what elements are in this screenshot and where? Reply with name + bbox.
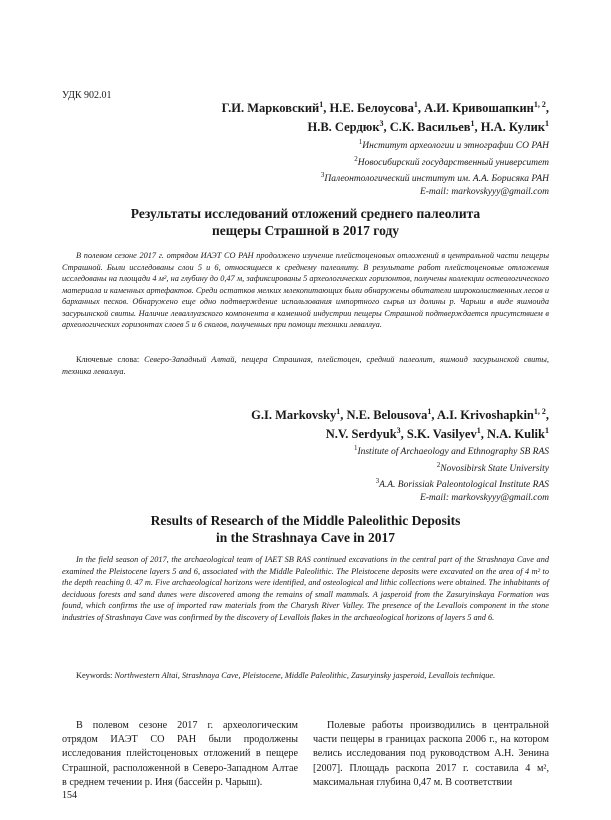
affiliation [354, 475, 549, 492]
author-name: Н.А. Кулик [480, 120, 545, 135]
en-authors-line1: G.I. Markovsky$^1$, N.E. Belousova$^1$, A.I. Krivoshapkin$^{1, 2}$, [251, 407, 549, 423]
author-affiliation-mark: 1, 2 [533, 100, 546, 109]
author-affiliation-mark: 1, 2 [533, 407, 546, 416]
en-affiliations [354, 442, 549, 504]
author-name: G.I. Markovsky [251, 408, 337, 423]
ru-affiliation-list [321, 136, 549, 186]
author-name: N.V. Serdyuk [325, 427, 397, 442]
affiliation-text: Novosibirsk State University [440, 463, 549, 474]
en-keywords [62, 670, 549, 682]
author-affiliation-mark: 1 [545, 119, 549, 129]
affiliation-text: Институт археологии и этнографии СО РАН [362, 141, 549, 152]
ru-email: E-mail: markovskyyy@gmail.com [419, 186, 549, 197]
affiliation-mark: 3 [375, 477, 380, 486]
affiliation-mark: 2 [354, 154, 358, 163]
author-affiliation-mark: 1 [413, 100, 418, 109]
author-name: N.E. Belousova [346, 408, 428, 423]
ru-abstract [62, 250, 549, 331]
ru-abstract-text: В полевом сезоне 2017 г. отрядом ИАЭТ СО РАН продолжено изучение плейстоценовых отложений в центральной части пещеры Страшной. Были исследованы слои 5 и 6, относящиеся к среднему палеолиту. В результате работ плейстоценовые отложения исследованы на площади 4 м², на глубину до 0,47 м, зафиксированы 5 археологических горизонтов, получены коллекции остеологического материала и каменных артефактов. Среди остатков мелких млекопитающих были обнаружены обитатели широколиственных лесов и барханных песков. Обнаружено еще одно подтверждение использования импортного сырья из долины р. Чарыш в виде яшмоида засурьинской свиты. Наличие леваллуазского компонента в каменной индустрии пещеры Страшной подтверждается присутствием в археологических горизонтах слоев 5 и 6 сколов, полученных при помощи техники леваллуа. [62, 251, 549, 329]
author-name: Н.Е. Белоусова [329, 101, 414, 116]
affiliation-mark: 1 [353, 444, 358, 452]
affiliation [321, 169, 549, 186]
author-affiliation-mark: 1 [319, 100, 324, 109]
author-affiliation-mark: 1 [545, 426, 549, 436]
en-title-line1: Results of Research of the Middle Paleolithic Deposits [150, 513, 461, 528]
author-affiliation-mark: 1 [336, 407, 341, 416]
author-name: N.A. Kulik [486, 427, 545, 442]
en-affiliation-list [354, 442, 549, 492]
ru-title-line1: Результаты исследований отложений среднего палеолита [130, 206, 481, 221]
ru-affiliations [321, 136, 549, 198]
affiliation-mark: 2 [436, 460, 441, 469]
author-affiliation-mark: 1 [476, 426, 481, 436]
author-name: S.K. Vasilyev [406, 427, 477, 442]
author-name: Г.И. Марковский [221, 101, 320, 116]
ru-authors [222, 97, 549, 135]
author-name: Н.В. Сердюк [307, 120, 380, 135]
en-abstract [62, 554, 549, 623]
en-email: E-mail: markovskyyy@gmail.com [419, 492, 549, 503]
ru-title-line2: пещеры Страшной в 2017 году [211, 223, 400, 238]
affiliation [321, 136, 549, 153]
en-title-line2: in the Strashnaya Cave in 2017 [216, 530, 395, 545]
ru-title [62, 205, 549, 239]
author-name: А.И. Кривошапкин [424, 101, 534, 116]
body-right-text: Полевые работы производились в центральной части пещеры в границах раскопа 2006 г., на котором велись исследования под руководством А.Н. Зенина [2007]. Площадь раскопа 2017 г. составила 4 м², максимальная глубина 0,47 м. В соответствии [313, 720, 549, 788]
affiliation-mark: 3 [320, 171, 325, 180]
affiliation-text: Institute of Archaeology and Ethnography SB RAS [357, 447, 549, 458]
udk-code: УДК 902.01 [62, 90, 112, 101]
body-left-text: В полевом сезоне 2017 г. археологическим отрядом ИАЭТ СО РАН были продолжены исследования плейстоценовых отложений в пещере Страшной, расположенной в Северо-Западном Алтае в среднем течении р. Иня (бассейн р. Чарыш). [62, 720, 298, 788]
en-keywords-text: Northwestern Altai, Strashnaya Cave, Pleistocene, Middle Paleolithic, Zasuryinsky jasperoid, Levallois technique. [114, 671, 496, 680]
page-number: 154 [62, 790, 77, 801]
author-affiliation-mark: 3 [379, 119, 384, 129]
affiliation-text: Новосибирский государственный университет [357, 157, 549, 168]
ru-authors-line2: Н.В. Сердюк$^3$, С.К. Васильев$^1$, Н.А. Кулик$^1$ [307, 119, 549, 135]
affiliation-mark: 1 [358, 138, 363, 146]
en-authors [251, 404, 549, 442]
ru-authors-line1: Г.И. Марковский$^1$, Н.Е. Белоусова$^1$, А.И. Кривошапкин$^{1, 2}$, [221, 100, 549, 116]
affiliation [354, 442, 549, 459]
author-affiliation-mark: 1 [427, 407, 432, 416]
ru-keywords [62, 354, 549, 377]
author-affiliation-mark: 1 [470, 119, 475, 129]
affiliation-text: Палеонтологический институт им. А.А. Борисяка РАН [324, 174, 549, 185]
ru-keywords-text: Северо-Западный Алтай, пещера Страшная, плейстоцен, средний палеолит, яшмоид засурьинской свиты, техника леваллуа. [62, 355, 549, 376]
body-column-right [313, 719, 549, 790]
author-name: С.К. Васильев [389, 120, 471, 135]
affiliation-text: A.A. Borissiak Paleontological Institute RAS [379, 480, 549, 491]
affiliation [354, 459, 549, 476]
en-authors-line2: N.V. Serdyuk$^3$, S.K. Vasilyev$^1$, N.A. Kulik$^1$ [325, 426, 549, 442]
ru-keywords-label: Ключевые слова: [76, 355, 140, 364]
author-affiliation-mark: 3 [396, 426, 401, 436]
en-keywords-label: Keywords: [76, 671, 113, 680]
en-title [62, 512, 549, 546]
affiliation [321, 153, 549, 170]
en-abstract-text: In the field season of 2017, the archaeological team of IAET SB RAS continued excavations in the central part of the Strashnaya Cave and examined the Pleistocene layers 5 and 6, associated with the Middle Paleolithic. The Pleistocene deposits were excavated on the area of 4 m² to the depth reaching 0. 47 m. Five archaeological horizons were identified, and osteological and lithic collections were obtained. The inhabitants of deciduous forests and sand dunes were discovered among the remains of small mammals. A jasperoid from the Zasuryinskaya Formation was found, which confirms the use of imported raw materials from the Charysh River Valley. The presence of the Levallois component in the stone industries of Strashnaya Cave was confirmed by the discovery of Levallois flakes in the archaeological horizons of layers 5 and 6. [62, 555, 549, 622]
body-column-left [62, 719, 298, 790]
author-name: A.I. Krivoshapkin [436, 408, 534, 423]
